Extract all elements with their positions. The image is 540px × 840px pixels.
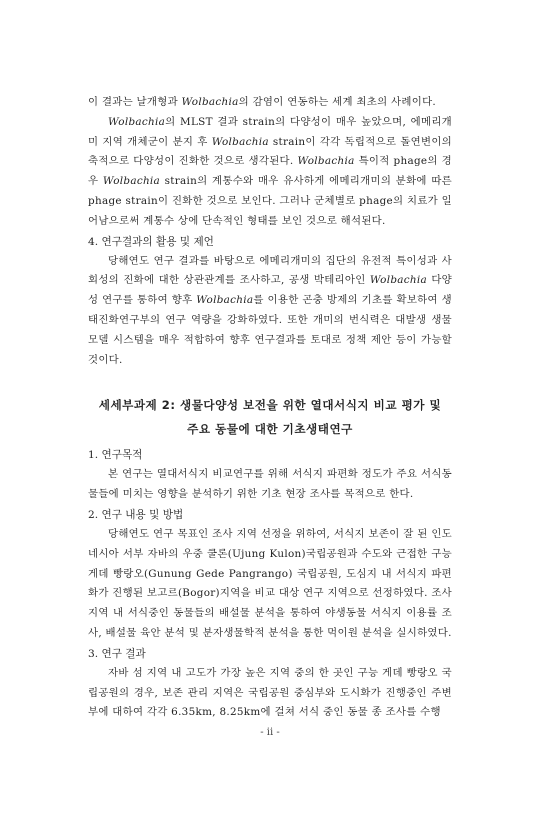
paragraph-utilization: 당해연도 연구 결과를 바탕으로 에메리개미의 집단의 유전적 특이성과 사회성의 진화에 대한 상관관계를 조사하고, 공생 박테리아인 Wolbachia 다양성 연구를 통하여 향후 Wolbachia를 이용한 곤충 방제의 기초를 확보하여 생태진화연구부의 연구 역량을 강화하였다. 또한 개미의 번식력은 대발생 생물 모델 시스템을 매우 적합하여 향후 연구결과를 토대로 정책 제안 등이 가능할 것이다.	[88, 254, 452, 366]
section-title-line-2: 주요 동물에 대한 기초생태연구	[187, 422, 353, 437]
paragraph-methods: 당해연도 연구 목표인 조사 지역 선정을 위하여, 서식지 보존이 잘 된 인도네시아 서부 자바의 우중 쿨론(Ujung Kulon)국립공원과 수도와 근접한 구능 게데 빵랑오(Gunung Gede Pangrango) 국립공원, 도심지 내 서식지 파편화가 진행된 보고르(Bogor)지역을 비교 대상 연구 지역으로 선정하였다. 조사지역 내 서식중인 동물들의 배설물 분석을 통하여 야생동물 서식지 이용률 조사, 배설물 육안 분석 및 분자생물학적 분석을 통한 먹이원 분석을 실시하였다.	[88, 527, 452, 639]
paragraph-purpose: 본 연구는 열대서식지 비교연구를 위해 서식지 파편화 정도가 주요 서식동물들에 미치는 영향을 분석하기 위한 기초 현장 조사를 목적으로 한다.	[88, 468, 452, 501]
italic-term: Wolbachia	[211, 135, 269, 148]
page-number: - ii -	[260, 727, 280, 738]
italic-term: Wolbachia	[102, 175, 161, 188]
heading-results: 3. 연구 결과	[88, 647, 146, 660]
italic-term: Wolbachia	[108, 115, 166, 128]
section-spacer	[88, 370, 452, 393]
italic-term: Wolbachia	[369, 274, 428, 287]
page-body	[88, 93, 452, 723]
italic-term: Wolbachia	[181, 96, 239, 108]
paragraph-results: 자바 섬 지역 내 고도가 가장 높은 지역 중의 한 곳인 구능 게데 빵랑오 국립공원의 경우, 보존 관리 지역은 국립공원 중심부와 도시화가 진행중인 주변부에 대하여 각각 6.35km, 8.25km에 걸쳐 서식 중인 동물 종 조사를 수행	[88, 666, 452, 719]
heading-methods: 2. 연구 내용 및 방법	[88, 508, 184, 521]
paragraph-mlst-results: Wolbachia의 MLST 결과 strain의 다양성이 매우 높았으며, 에메리개미 지역 개체군이 분지 후 Wolbachia strain이 각각 독립적으로 돌연변이의 축적으로 다양성이 진화한 것으로 생각된다. Wolbachia 특이적 phage의 경우 Wolbachia strain의 계통수와 매우 유사하게 에메리개미의 분화에 따른 phage strain이 진화한 것으로 보인다. 그러나 군체별로 phage의 치료가 일어남으로써 계통수 상에 단속적인 형태를 보인 것으로 해석된다.	[88, 115, 453, 227]
heading-utilization: 4. 연구결과의 활용 및 제언	[88, 235, 214, 248]
italic-term: Wolbachia	[297, 155, 355, 168]
heading-purpose: 1. 연구목적	[88, 449, 143, 462]
italic-term: Wolbachia	[196, 294, 254, 307]
paragraph-result-summary: 이 결과는 날개형과 Wolbachia의 감염이 연동하는 세계 최초의 사례이다.	[88, 96, 437, 108]
section-title-line-1: 세세부과제 2: 생물다양성 보전을 위한 열대서식지 비교 평가 및	[98, 398, 442, 413]
